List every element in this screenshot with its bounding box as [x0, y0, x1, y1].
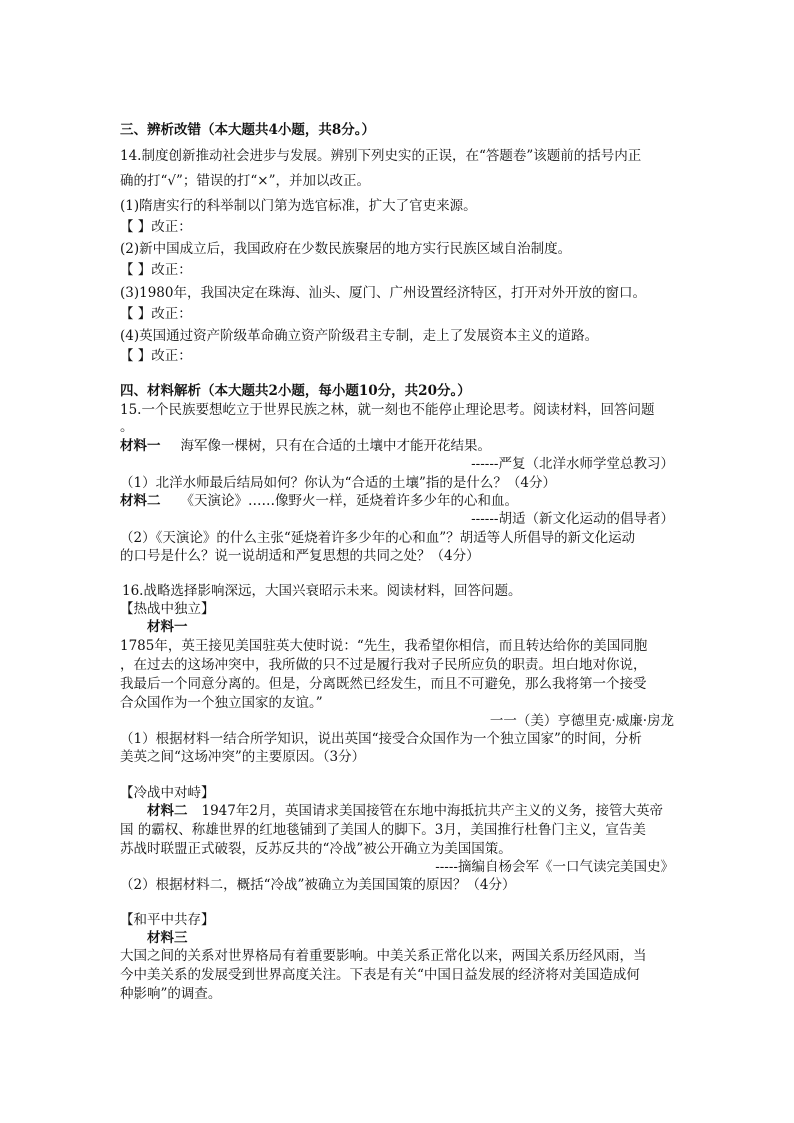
q15-line-2: 。 — [120, 419, 134, 435]
q16-line-1: 16.战略选择影响深远，大国兴衰昭示未来。阅读材料，回答问题。 — [122, 583, 522, 599]
q16-sub-1-line-2: 美英之间“这场冲突”的主要原因。（3分） — [120, 749, 366, 765]
q14-item-2: (2)新中国成立后，我国政府在少数民族聚居的地方实行民族区域自治制度。 — [120, 241, 572, 257]
cold-war-para-1 — [120, 802, 680, 820]
material-1-source: ------严复（北洋水师学堂总教习） — [471, 456, 674, 472]
peace-line-2: 今中美关系的发展受到世界高度关注。下表是有关“中国日益发展的经济将对美国造成何 — [120, 967, 640, 983]
q15-line-1: 15.一个民族要想屹立于世界民族之林，就一刻也不能停止理论思考。阅读材料，回答问题 — [120, 402, 655, 418]
cold-war-line-3: 苏战时联盟正式破裂，反苏反共的“冷战”被公开确立为美国国策。 — [120, 841, 512, 857]
q15-sub-1: （1）北洋水师最后结局如何？你认为“合适的土壤”指的是什么？（4分） — [120, 475, 556, 491]
material-1 — [120, 437, 680, 455]
q14-line-2: 确的打“√”；错误的打“×”，并加以改正。 — [120, 173, 371, 189]
hot-war-line-1: 1785年，英王接见美国驻英大使时说：“先生，我希望你相信，而且转达给你的美国同胞 — [120, 638, 648, 654]
cold-war-line-2: 国 的霸权、称雄世界的红地毯铺到了美国人的脚下。3月，美国推行杜鲁门主义，宣告美 — [120, 822, 646, 838]
cold-war-line-1: 1947年2月，英国请求美国接管在东地中海抵抗共产主义的义务，接管大英帝 — [201, 803, 663, 819]
hot-war-title: 【热战中独立】 — [120, 601, 215, 617]
q14-item-3: (3)1980年，我国决定在珠海、汕头、厦门、广州设置经济特区，打开对外开放的窗口。 — [120, 285, 646, 301]
material-2 — [120, 492, 680, 510]
cold-war-source: -----摘编自杨会军《一口气读完美国史》 — [435, 859, 674, 875]
hot-war-material-label: 材料一 — [147, 619, 188, 635]
q14-item-1-fix: 【 】改正： — [120, 219, 192, 235]
section-4-heading: 四、材料解析（本大题共2小题，每小题10分，共20分。） — [120, 383, 471, 399]
section-3-heading: 三、辨析改错（本大题共4小题，共8分。） — [120, 122, 376, 138]
material-2-text: 《天演论》……像野火一样，延烧着许多少年的心和血。 — [180, 493, 518, 509]
q14-item-4: (4)英国通过资产阶级革命确立资产阶级君主专制，走上了发展资本主义的道路。 — [120, 328, 599, 344]
q16-sub-1-line-1: （1）根据材料一结合所学知识，说出英国“接受合众国作为一个独立国家”的时间，分析 — [120, 731, 642, 747]
peace-line-3: 种影响”的调查。 — [120, 986, 222, 1002]
material-1-text: 海军像一棵树，只有在合适的土壤中才能开花结果。 — [180, 438, 491, 454]
q14-item-2-fix: 【 】改正： — [120, 262, 192, 278]
material-2-source: ------胡适（新文化运动的倡导者） — [471, 511, 674, 527]
q14-item-4-fix: 【 】改正： — [120, 348, 192, 364]
cold-war-title: 【冷战中对峙】 — [120, 785, 215, 801]
q14-line-1: 14.制度创新推动社会进步与发展。辨别下列史实的正误，在“答题卷”该题前的括号内正 — [120, 148, 642, 164]
peace-title: 【和平中共存】 — [120, 912, 215, 928]
q14-item-1: (1)隋唐实行的科举制以门第为选官标准，扩大了官吏来源。 — [120, 198, 477, 214]
hot-war-source: 一一（美）亨德里克·威廉·房龙 — [489, 713, 674, 729]
peace-line-1: 大国之间的关系对世界格局有着重要影响。中美关系正常化以来，两国关系历经风雨，当 — [120, 948, 647, 964]
q15-sub-2-line-2: 的口号是什么？说一说胡适和严复思想的共同之处？（4分） — [120, 548, 480, 564]
q14-item-3-fix: 【 】改正： — [120, 306, 192, 322]
hot-war-line-4: 合众国作为一个独立国家的友谊。” — [120, 695, 323, 711]
material-2-label: 材料二 — [120, 493, 161, 509]
cold-war-material-label: 材料二 — [147, 803, 188, 819]
hot-war-line-3: 我最后一个同意分离的。但是，分离既然已经发生，而且不可避免，那么我将第一个接受 — [120, 676, 647, 692]
q16-sub-2: （2）根据材料二，概括“冷战”被确立为美国国策的原因？（4分） — [120, 877, 516, 893]
hot-war-line-2: ，在过去的这场冲突中，我所做的只不过是履行我对子民所应负的职责。坦白地对你说， — [120, 657, 647, 673]
peace-material-label: 材料三 — [147, 930, 188, 946]
material-1-label: 材料一 — [120, 438, 161, 454]
q15-sub-2-line-1: （2）《天演论》的什么主张“延烧着许多少年的心和血”？胡适等人所倡导的新文化运动 — [120, 530, 636, 546]
